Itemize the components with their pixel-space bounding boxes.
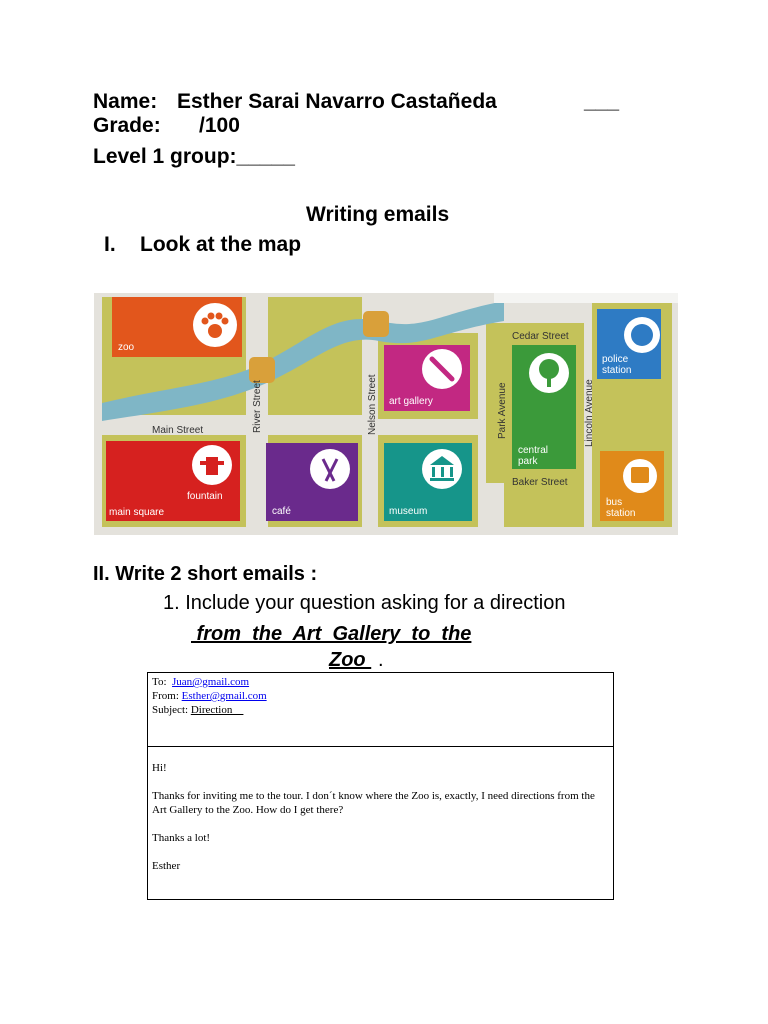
section2-heading: II. Write 2 short emails : (93, 563, 318, 585)
email-body (152, 761, 608, 887)
map-label-main-square: main square (109, 507, 165, 518)
page-title: Writing emails (306, 203, 450, 226)
street-park-avenue: Park Avenue (497, 382, 508, 439)
map-bridge-nelson-street (363, 311, 389, 337)
svg-text:central: central (518, 445, 549, 456)
street-main: Main Street (152, 425, 204, 436)
route-line1: from the Art Gallery to the (191, 623, 472, 645)
section1-heading: Look at the map (140, 233, 302, 256)
street-lincoln-avenue: Lincoln Avenue (584, 379, 595, 447)
map-label-fountain: fountain (187, 491, 223, 502)
email-signature: Esther (152, 860, 181, 872)
email-from-address[interactable]: Esther@gmail.com (181, 690, 267, 702)
street-nelson: Nelson Street (367, 374, 378, 435)
route-line2: Zoo (329, 649, 372, 671)
grade-label: Grade: (93, 114, 161, 137)
section2-item1: 1. Include your question asking for a direction (163, 592, 566, 614)
name-label: Name: (93, 90, 158, 113)
street-cedar: Cedar Street (512, 331, 569, 342)
street-baker: Baker Street (512, 477, 568, 488)
grade-value: /100 (199, 114, 240, 137)
map-label-museum: museum (389, 506, 428, 517)
map-label-cafe: café (272, 506, 291, 517)
student-name: Esther Sarai Navarro Castañeda (177, 90, 497, 113)
city-map (94, 293, 678, 535)
section1-number: I. (104, 233, 116, 256)
street-river: River Street (252, 380, 263, 433)
email-header (148, 673, 613, 747)
map-label-art-gallery: art gallery (389, 396, 433, 407)
email-subject-row (152, 703, 609, 717)
email-to-label: To: (152, 676, 167, 688)
svg-text:police: police (602, 354, 629, 365)
email-closing: Thanks a lot! (152, 832, 211, 844)
map-bridge-river-street (249, 357, 275, 383)
svg-text:station: station (606, 508, 636, 519)
svg-text:bus: bus (606, 497, 623, 508)
email-message: Thanks for inviting me to the tour. I don´t know where the Zoo is, exactly, I need directions from the Art Gallery to the Zoo. How do I get there? (152, 790, 595, 816)
email-to-row (152, 675, 609, 689)
svg-text:station: station (602, 365, 632, 376)
name-blank: ___ (584, 90, 620, 113)
map-label-zoo: zoo (118, 342, 135, 353)
email-to-address[interactable]: Juan@gmail.com (172, 676, 250, 688)
email-from-label: From: (152, 690, 179, 702)
level-group-label: Level 1 group:_____ (93, 145, 295, 168)
email-from-row (152, 689, 609, 703)
email-draft (147, 672, 614, 900)
email-subject-value: Direction__ (190, 704, 244, 716)
fork-knife-icon (310, 449, 350, 489)
svg-text:park: park (518, 456, 538, 467)
email-subject-label: Subject: (152, 704, 189, 716)
route-period: . (378, 649, 384, 671)
email-greeting: Hi! (152, 762, 167, 774)
